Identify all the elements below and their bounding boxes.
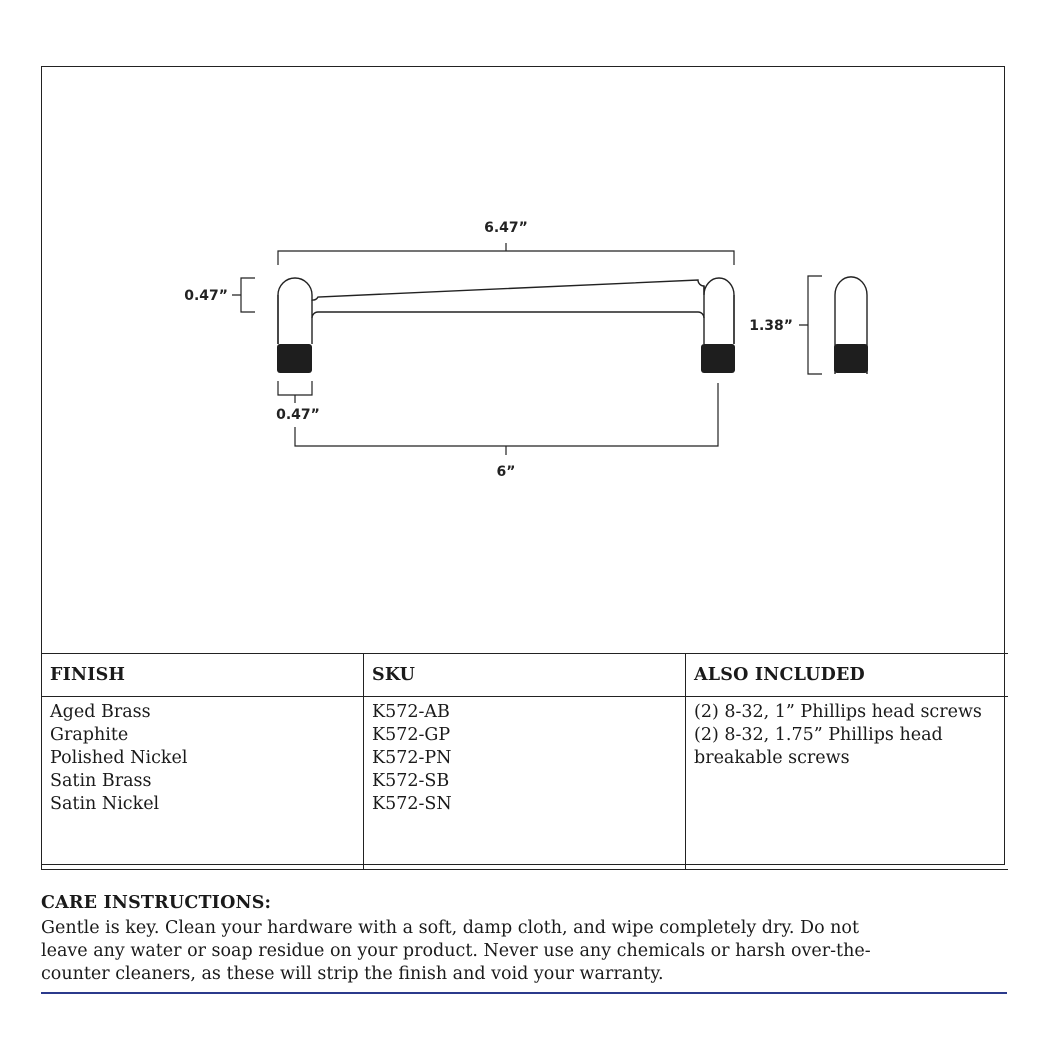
pull-right-base: [701, 344, 735, 373]
dimension-diagram: [42, 67, 1006, 654]
dim-line-length: [278, 243, 734, 265]
pull-side-base: [834, 344, 868, 373]
dim-line-post-diameter: [278, 381, 312, 403]
included-item: breakable screws: [694, 748, 850, 768]
dim-label-projection: 1.38”: [749, 318, 793, 334]
finish-item: Graphite: [50, 725, 129, 745]
pull-left-base: [277, 344, 312, 373]
sku-item: K572-GP: [372, 725, 451, 745]
included-item: (2) 8-32, 1” Phillips head screws: [694, 702, 982, 722]
footer-rule: [41, 992, 1007, 994]
care-line: Gentle is key. Clean your hardware with a soft, damp cloth, and wipe completely dry. Do not: [41, 918, 860, 938]
dim-label-length: 6.47”: [484, 220, 528, 236]
dim-line-center-to-center: [295, 383, 718, 455]
dim-line-bar-thickness: [232, 278, 255, 312]
finish-item: Satin Brass: [50, 771, 152, 791]
care-text: [41, 917, 871, 986]
sku-item: K572-AB: [372, 702, 450, 722]
care-instructions: [41, 893, 871, 986]
sku-item: K572-SB: [372, 771, 450, 791]
dim-label-post-diameter: 0.47”: [276, 407, 320, 423]
care-line: leave any water or soap residue on your product. Never use any chemicals or harsh over-the-: [41, 941, 871, 961]
dim-label-center-to-center: 6”: [496, 464, 516, 480]
finish-item: Polished Nickel: [50, 748, 188, 768]
pull-front-left-post: [278, 295, 312, 344]
pull-drawing: [42, 67, 1006, 654]
dim-label-bar-thickness: 0.47”: [184, 288, 228, 304]
spec-table: [41, 653, 1008, 870]
header-finish: FINISH: [42, 654, 364, 697]
spec-sheet: [41, 66, 1005, 865]
pull-front-outline: [278, 278, 734, 344]
sku-list: [364, 697, 686, 870]
sku-item: K572-PN: [372, 748, 452, 768]
pull-front-right-post: [704, 286, 734, 344]
finish-item: Aged Brass: [50, 702, 151, 722]
care-heading: CARE INSTRUCTIONS:: [41, 893, 272, 913]
dim-line-projection: [799, 276, 822, 374]
finish-list: [42, 697, 364, 870]
pull-front-inner-bar: [312, 312, 704, 318]
finish-item: Satin Nickel: [50, 794, 160, 814]
sku-item: K572-SN: [372, 794, 452, 814]
care-line: counter cleaners, as these will strip the finish and void your warranty.: [41, 964, 664, 984]
included-list: [686, 697, 1008, 870]
header-also-included: ALSO INCLUDED: [686, 654, 1008, 697]
header-sku: SKU: [364, 654, 686, 697]
included-item: (2) 8-32, 1.75” Phillips head: [694, 725, 943, 745]
